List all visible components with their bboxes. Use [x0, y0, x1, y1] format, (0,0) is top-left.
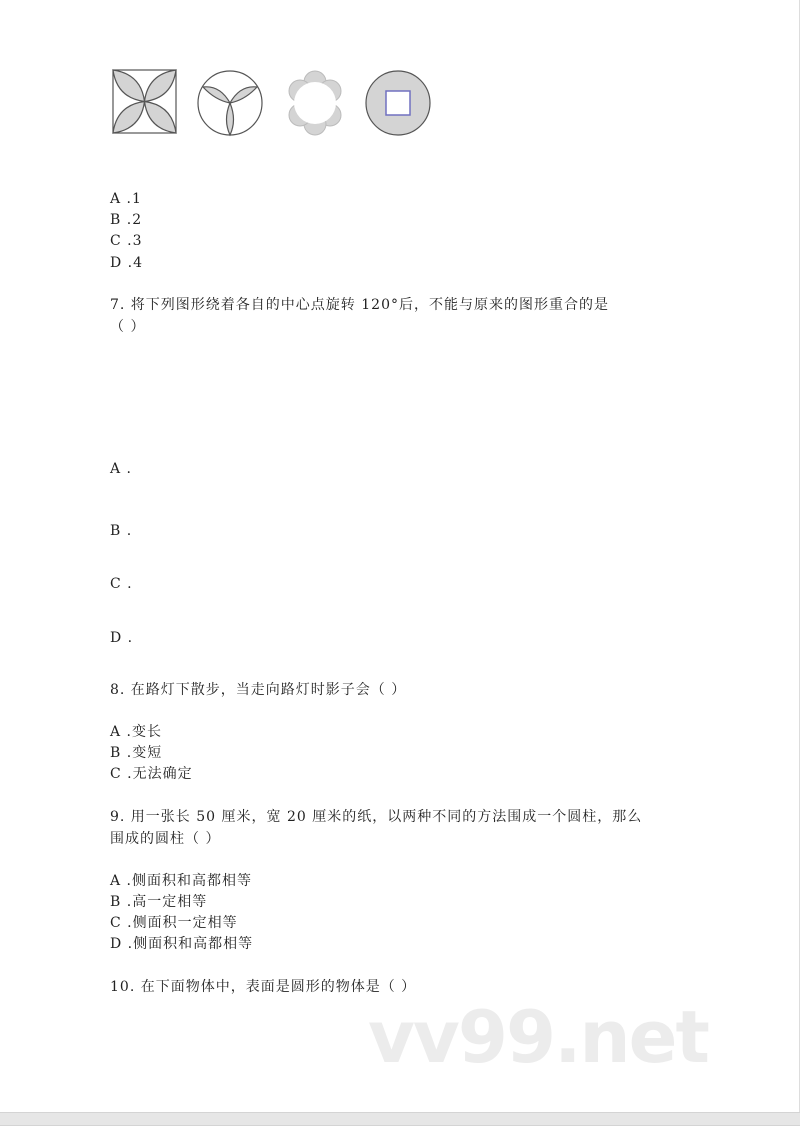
q6-option-b[interactable]: B .2	[110, 212, 143, 228]
q7-option-b[interactable]: B .	[110, 523, 133, 539]
q10-stem: 10. 在下面物体中，表面是圆形的物体是（ ）	[110, 979, 417, 995]
q7-option-a[interactable]: A .	[110, 461, 133, 477]
q7-stem: 7. 将下列图形绕着各自的中心点旋转 120°后，不能与原来的图形重合的是	[110, 297, 609, 313]
q8-option-a[interactable]: A .变长	[110, 724, 163, 740]
q7-stem-cont: （ ）	[110, 319, 146, 335]
q7-option-d[interactable]: D .	[110, 630, 134, 646]
q8-option-c[interactable]: C .无法确定	[110, 766, 193, 782]
q8-stem: 8. 在路灯下散步，当走向路灯时影子会（ ）	[110, 682, 407, 698]
q6-option-d[interactable]: D .4	[110, 255, 144, 271]
q9-option-b[interactable]: B .高一定相等	[110, 894, 208, 910]
q8-option-b[interactable]: B .变短	[110, 745, 163, 761]
circle-three-petal-figure	[198, 71, 262, 135]
q9-stem: 9. 用一张长 50 厘米，宽 20 厘米的纸，以两种不同的方法围成一个圆柱，那么	[110, 809, 643, 825]
q6-option-a[interactable]: A .1	[110, 191, 142, 207]
circle-square-hole-figure	[366, 71, 430, 135]
flower-figure	[289, 71, 341, 135]
q6-figures	[105, 62, 445, 147]
page-separator	[0, 1112, 800, 1126]
q7-option-c[interactable]: C .	[110, 576, 133, 592]
q6-option-c[interactable]: C .3	[110, 233, 143, 249]
q9-stem-cont: 围成的圆柱（ ）	[110, 831, 221, 847]
q9-option-a[interactable]: A .侧面积和高都相等	[110, 873, 253, 889]
q9-option-d[interactable]: D .侧面积和高都相等	[110, 936, 254, 952]
q9-option-c[interactable]: C .侧面积一定相等	[110, 915, 238, 931]
watermark: vv99.net	[368, 995, 708, 1079]
square-petal-figure	[113, 70, 176, 133]
